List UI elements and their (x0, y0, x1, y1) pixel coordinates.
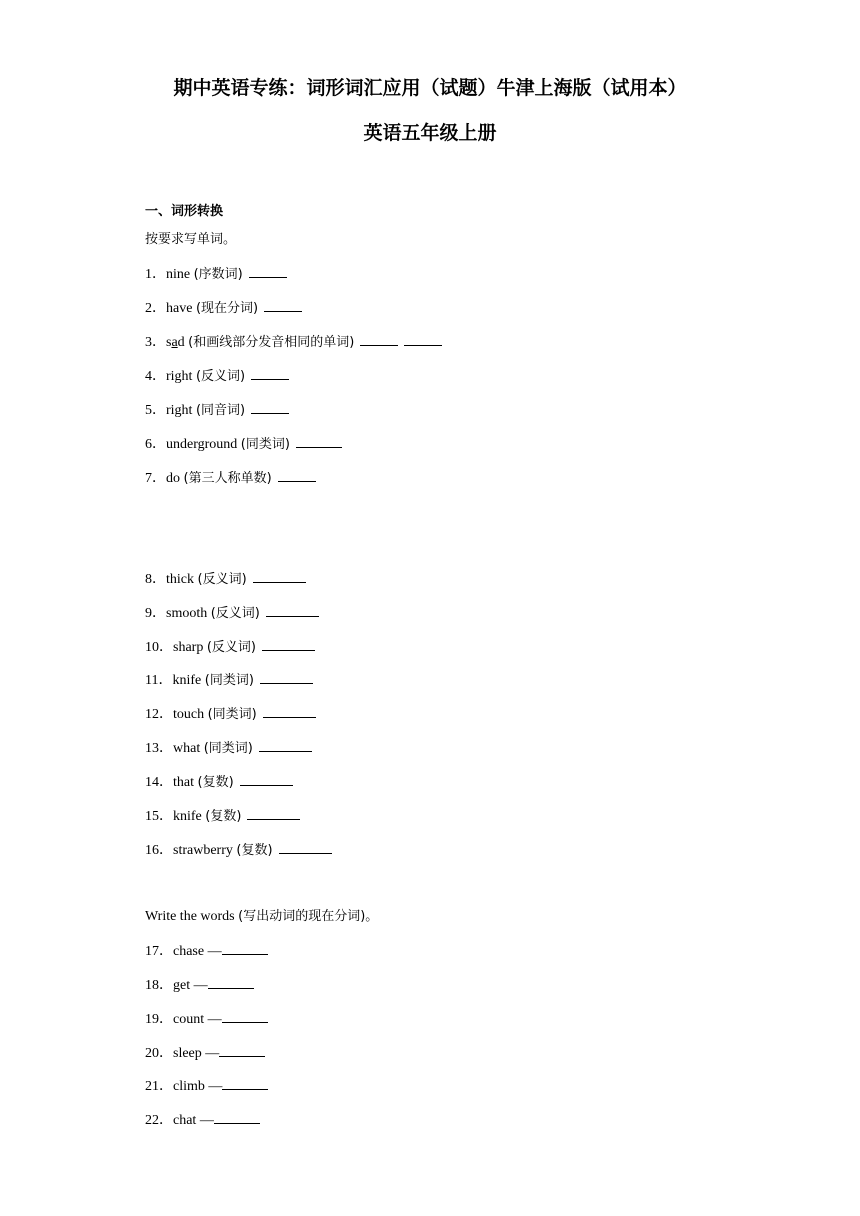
answer-blank[interactable] (247, 807, 300, 820)
answer-blank[interactable] (240, 773, 293, 786)
question-item (145, 265, 287, 284)
answer-blank[interactable] (251, 367, 289, 380)
question-item (145, 1010, 268, 1029)
question-word: get — (173, 978, 208, 993)
question-number: 16． (145, 843, 173, 858)
question-number: 2． (145, 301, 166, 316)
answer-blank[interactable] (260, 671, 313, 684)
document-title: 期中英语专练：词形词汇应用（试题）牛津上海版（试用本） (173, 77, 687, 99)
answer-blank[interactable] (222, 1010, 268, 1023)
instruction-chinese: (写出动词的现在分词)。 (238, 909, 379, 924)
answer-blank[interactable] (222, 942, 268, 955)
answer-blank[interactable] (251, 401, 289, 414)
question-word: have (166, 301, 193, 316)
question-number: 3． (145, 335, 166, 350)
question-item (145, 739, 312, 758)
question-item (145, 841, 332, 860)
question-number: 11． (145, 673, 173, 688)
question-number: 5． (145, 403, 166, 418)
answer-blank[interactable] (263, 705, 316, 718)
answer-blank[interactable] (360, 333, 398, 346)
question-number: 4． (145, 369, 166, 384)
question-item (145, 1044, 265, 1063)
answer-blank[interactable] (249, 265, 287, 278)
question-item (145, 942, 268, 961)
question-item (145, 367, 289, 386)
question-item (145, 299, 302, 318)
question-item (145, 435, 342, 454)
question-item (145, 773, 293, 792)
question-hint: (同类词) (203, 741, 253, 756)
section-instruction: 按要求写单词。 (145, 232, 237, 247)
question-number: 6． (145, 437, 166, 452)
question-hint: (反义词) (206, 640, 256, 655)
question-hint: (现在分词) (195, 301, 259, 316)
question-number: 15． (145, 809, 173, 824)
question-word: smooth (166, 606, 208, 621)
answer-blank[interactable] (279, 841, 332, 854)
question-hint: (同音词) (195, 403, 246, 418)
section-instruction-2 (145, 908, 378, 926)
question-word: right (166, 369, 193, 384)
question-hint: (复数) (197, 775, 234, 790)
question-word: do (166, 471, 180, 486)
question-hint: (反义词) (195, 369, 246, 384)
question-hint: (复数) (205, 809, 242, 824)
question-item (145, 807, 300, 826)
answer-blank[interactable] (222, 1077, 268, 1090)
answer-blank[interactable] (214, 1111, 260, 1124)
question-number: 17． (145, 944, 173, 959)
question-word-part: s (166, 335, 172, 350)
answer-blank[interactable] (262, 638, 315, 651)
question-word-part: d (177, 335, 185, 350)
question-word: that (173, 775, 194, 790)
answer-blank[interactable] (296, 435, 342, 448)
question-hint: (反义词) (210, 606, 260, 621)
question-word: chat — (173, 1113, 214, 1128)
question-item (145, 638, 315, 657)
question-number: 8． (145, 572, 166, 587)
question-word: right (166, 403, 193, 418)
question-item (145, 1111, 260, 1130)
question-item (145, 570, 306, 589)
question-number: 12． (145, 707, 173, 722)
question-number: 1． (145, 267, 166, 282)
question-word: what (173, 741, 201, 756)
question-number: 19． (145, 1012, 173, 1027)
instruction-english: Write the words (145, 909, 235, 924)
question-item (145, 469, 316, 488)
question-number: 9． (145, 606, 166, 621)
answer-blank[interactable] (219, 1044, 265, 1057)
question-word: touch (173, 707, 205, 722)
question-number: 18． (145, 978, 173, 993)
question-item (145, 333, 442, 352)
question-word: thick (166, 572, 194, 587)
question-item (145, 401, 289, 420)
question-word: sharp (173, 640, 204, 655)
question-word: knife (172, 673, 202, 688)
document-subtitle: 英语五年级上册 (363, 122, 497, 144)
question-word: sleep — (173, 1046, 220, 1061)
question-word: underground (166, 437, 238, 452)
answer-blank[interactable] (404, 333, 442, 346)
question-item (145, 1077, 268, 1096)
question-word: strawberry (173, 843, 233, 858)
question-hint: (和画线部分发音相同的单词) (188, 335, 355, 350)
section-heading: 一、词形转换 (145, 204, 224, 219)
answer-blank[interactable] (278, 469, 316, 482)
question-hint: (序数词) (193, 267, 243, 282)
question-word: climb — (173, 1079, 223, 1094)
question-word: knife (173, 809, 202, 824)
answer-blank[interactable] (266, 604, 319, 617)
underlined-letter: a (171, 335, 178, 350)
question-number: 7． (145, 471, 166, 486)
question-number: 21． (145, 1079, 173, 1094)
answer-blank[interactable] (208, 976, 254, 989)
answer-blank[interactable] (259, 739, 312, 752)
question-hint: (第三人称单数) (183, 471, 272, 486)
question-item (145, 671, 313, 690)
question-number: 13． (145, 741, 173, 756)
question-hint: (同类词) (204, 673, 254, 688)
question-number: 20． (145, 1046, 173, 1061)
question-hint: (反义词) (197, 572, 247, 587)
question-word: nine (166, 267, 191, 282)
question-item (145, 604, 319, 623)
question-word: count — (173, 1012, 222, 1027)
answer-blank[interactable] (264, 299, 302, 312)
answer-blank[interactable] (253, 570, 306, 583)
question-hint: (同类词) (207, 707, 257, 722)
question-number: 10． (145, 640, 173, 655)
question-number: 14． (145, 775, 173, 790)
question-word: chase — (173, 944, 222, 959)
question-item (145, 705, 316, 724)
question-hint: (同类词) (240, 437, 290, 452)
question-item (145, 976, 254, 995)
question-hint: (复数) (236, 843, 273, 858)
question-number: 22． (145, 1113, 173, 1128)
